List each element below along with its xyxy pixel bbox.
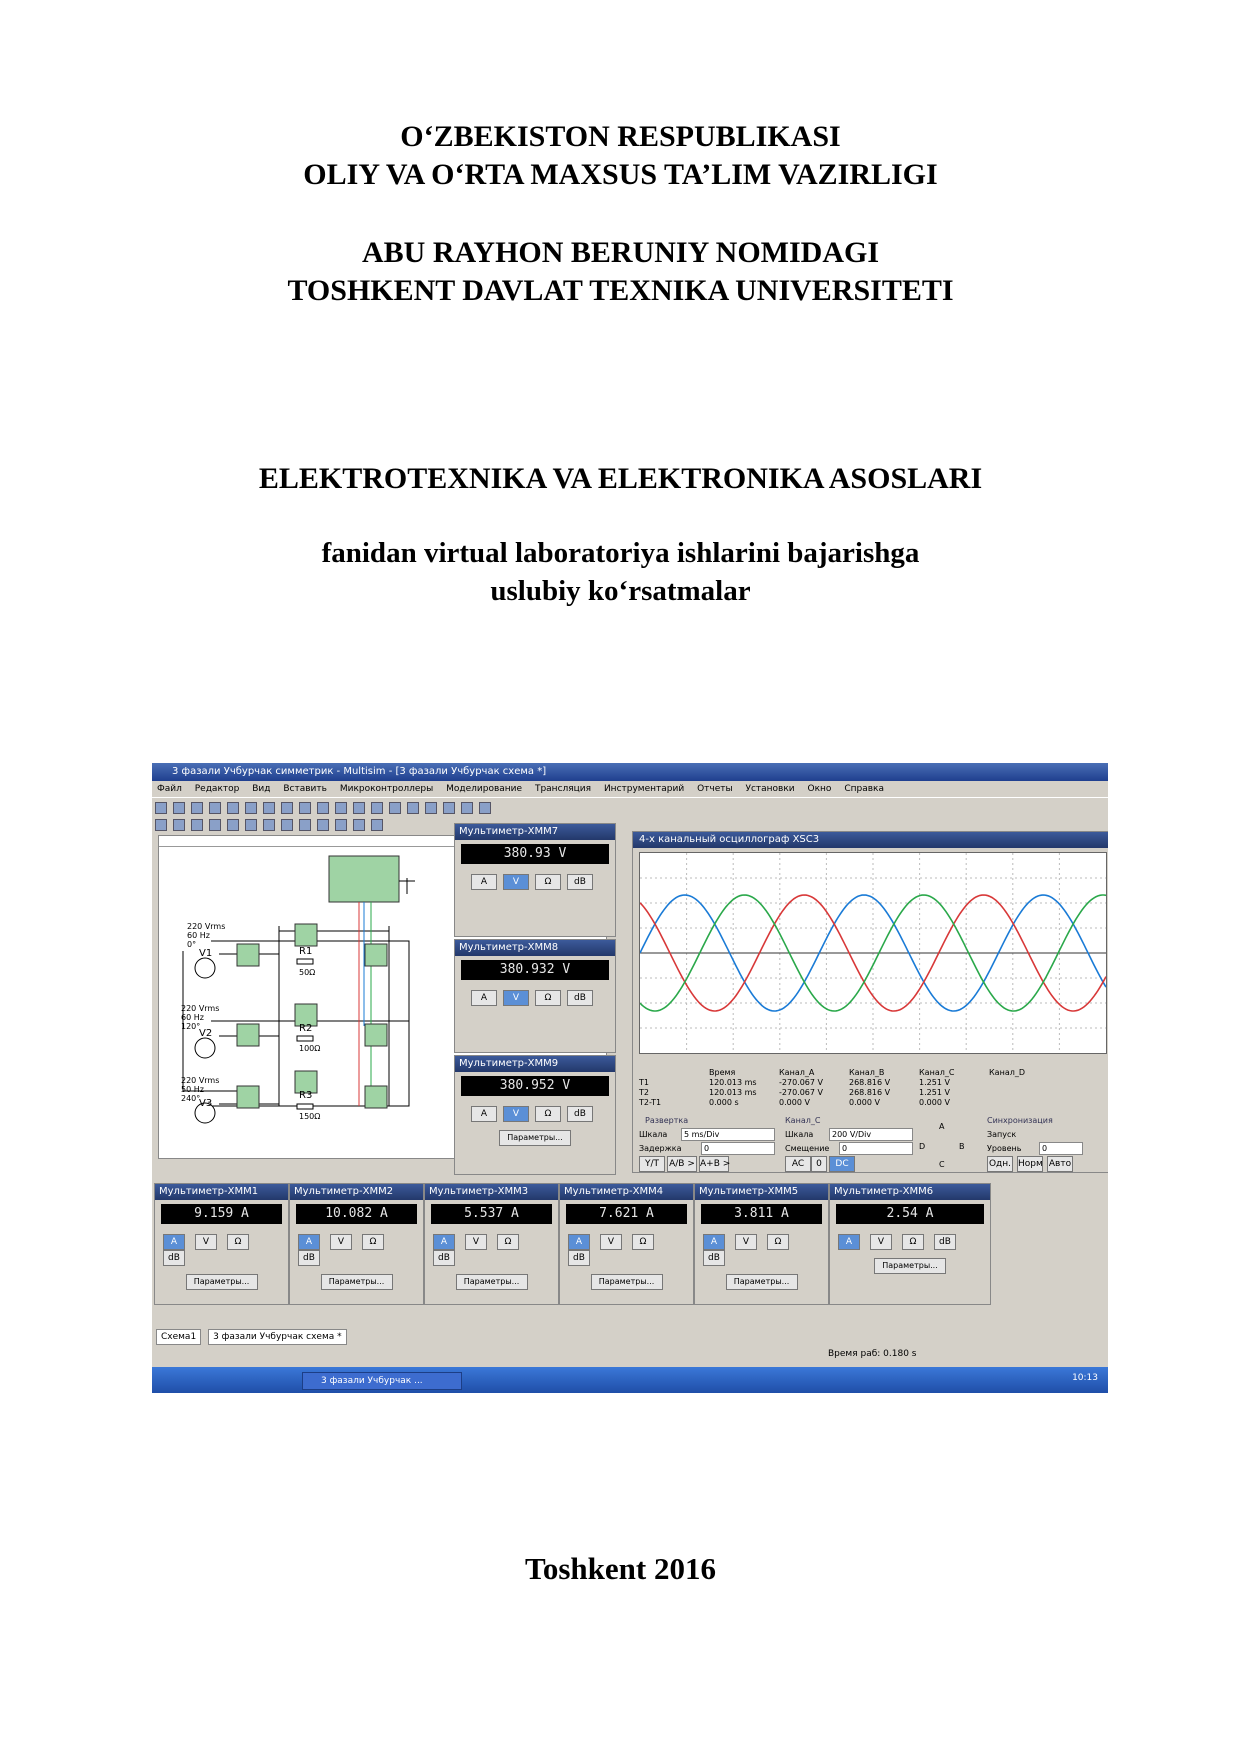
- timebase-scale-field[interactable]: 5 ms/Div: [681, 1128, 775, 1141]
- volts-button[interactable]: V: [600, 1234, 622, 1250]
- meter-display: 380.932 V: [461, 960, 609, 980]
- menu-bar: [152, 781, 1108, 797]
- readout-t1-c: 1.251 V: [919, 1078, 950, 1087]
- readout-diff-b: 0.000 V: [849, 1098, 880, 1107]
- resistor-r1-label: R1: [299, 946, 313, 957]
- volts-button[interactable]: V: [330, 1234, 352, 1250]
- parameters-button[interactable]: Параметры...: [591, 1274, 663, 1290]
- db-button[interactable]: dB: [567, 990, 593, 1006]
- meter-display: 3.811 A: [701, 1204, 822, 1224]
- menu-options[interactable]: Установки: [745, 784, 795, 794]
- source-v1-params: 220 Vrms 60 Hz 0°: [187, 922, 226, 949]
- db-button[interactable]: dB: [703, 1250, 725, 1266]
- oscilloscope-controls: [639, 1116, 1105, 1170]
- amps-button[interactable]: A: [163, 1234, 185, 1250]
- readout-t2-a: -270.067 V: [779, 1088, 823, 1097]
- channel-knob-b: B: [959, 1142, 965, 1151]
- document-tabs: [152, 1329, 1108, 1343]
- oscilloscope-xsc3[interactable]: [632, 831, 1108, 1173]
- simulation-time: Время раб: 0.180 s: [828, 1349, 917, 1359]
- amps-button[interactable]: A: [433, 1234, 455, 1250]
- zoom-in-icon[interactable]: [353, 802, 365, 814]
- source-v2-label: V2: [199, 1028, 213, 1039]
- print-icon[interactable]: [209, 802, 221, 814]
- trigger-label: Запуск: [987, 1130, 1017, 1139]
- meter-title: Мультиметр-XMM9: [455, 1056, 615, 1072]
- offset-label: Смещение: [785, 1144, 830, 1153]
- channel-knob-a: A: [939, 1122, 945, 1131]
- oscilloscope-screen: [639, 852, 1107, 1054]
- parameters-button[interactable]: Параметры...: [186, 1274, 258, 1290]
- ohms-button[interactable]: Ω: [362, 1234, 384, 1250]
- offset-field[interactable]: 0: [839, 1142, 913, 1155]
- channel-knob-c: C: [939, 1160, 945, 1169]
- rf-icon[interactable]: [353, 819, 365, 831]
- meter-display: 380.93 V: [461, 844, 609, 864]
- zoom-area-icon[interactable]: [389, 802, 401, 814]
- parameters-button[interactable]: Параметры...: [456, 1274, 528, 1290]
- subtitle-line-2: uslubiy ko‘rsatmalar: [490, 575, 751, 607]
- source-icon[interactable]: [155, 819, 167, 831]
- amps-button[interactable]: A: [703, 1234, 725, 1250]
- oscilloscope-title: 4-х канальный осциллограф XSC3: [633, 832, 1108, 848]
- menu-reports[interactable]: Отчеты: [697, 784, 733, 794]
- resistor-r3-label: R3: [299, 1090, 313, 1101]
- power-icon[interactable]: [317, 819, 329, 831]
- readout-t1-time: 120.013 ms: [709, 1078, 757, 1087]
- readout-diff-c: 0.000 V: [919, 1098, 950, 1107]
- cut-icon[interactable]: [245, 802, 257, 814]
- taskbar-clock: 10:13: [1072, 1373, 1098, 1383]
- resistor-r1-value: 50Ω: [299, 968, 316, 977]
- menu-tools[interactable]: Инструментарий: [603, 784, 685, 794]
- antenna-icon[interactable]: [371, 819, 383, 831]
- sync-label: Синхронизация: [987, 1116, 1053, 1125]
- channel-c-label: Канал_C: [785, 1116, 821, 1125]
- readout-header-time: Время: [709, 1068, 736, 1077]
- spreadsheet-icon[interactable]: [461, 802, 473, 814]
- delay-label: Задержка: [639, 1144, 682, 1153]
- readout-t1-b: 268.816 V: [849, 1078, 891, 1087]
- channel-scale-field[interactable]: 200 V/Div: [829, 1128, 913, 1141]
- meter-display: 5.537 A: [431, 1204, 552, 1224]
- meter-title: Мультиметр-XMM2: [290, 1184, 423, 1200]
- menu-window[interactable]: Окно: [807, 784, 832, 794]
- ohms-button[interactable]: Ω: [227, 1234, 249, 1250]
- save-icon[interactable]: [191, 802, 203, 814]
- amps-button[interactable]: A: [298, 1234, 320, 1250]
- readout-t2-time: 120.013 ms: [709, 1088, 757, 1097]
- place-year: Toshkent 2016: [525, 1551, 716, 1586]
- resistor-r2-value: 100Ω: [299, 1044, 321, 1053]
- zoom-out-icon[interactable]: [371, 802, 383, 814]
- status-bar: [152, 1345, 1108, 1363]
- ministry-header: [0, 118, 1241, 194]
- header-line-2: OLIY VA O‘RTA MAXSUS TA’LIM VAZIRLIGI: [303, 158, 938, 191]
- readout-header-c: Канал_C: [919, 1068, 955, 1077]
- multimeter-xmm6[interactable]: [829, 1183, 991, 1305]
- dc-button[interactable]: DC: [829, 1156, 855, 1172]
- zero-button[interactable]: 0: [811, 1156, 827, 1172]
- menu-help[interactable]: Справка: [844, 784, 884, 794]
- ohms-button[interactable]: Ω: [767, 1234, 789, 1250]
- parameters-button[interactable]: Параметры...: [499, 1130, 571, 1146]
- resistor-r2-label: R2: [299, 1023, 313, 1034]
- misc-icon[interactable]: [335, 819, 347, 831]
- resistor-r3-value: 150Ω: [299, 1112, 321, 1121]
- parameters-button[interactable]: Параметры...: [874, 1258, 946, 1274]
- meter-title: Мультиметр-XMM4: [560, 1184, 693, 1200]
- menu-simulate[interactable]: Моделирование: [446, 784, 523, 794]
- cmos-icon[interactable]: [263, 819, 275, 831]
- multimeter-xmm1[interactable]: [154, 1183, 289, 1305]
- source-v1-label: V1: [199, 948, 213, 959]
- source-v2-params: 220 Vrms 60 Hz 120°: [181, 1004, 220, 1031]
- indicator-icon[interactable]: [299, 819, 311, 831]
- window-title: 3 фазали Учбурчак симметрик - Multisim - [3 фазали Учбурчак схема *]: [172, 766, 547, 777]
- volts-button[interactable]: V: [870, 1234, 892, 1250]
- meter-title: Мультиметр-XMM1: [155, 1184, 288, 1200]
- sweep-label: Развертка: [645, 1116, 689, 1125]
- menu-mcu[interactable]: Микроконтроллеры: [339, 784, 434, 794]
- readout-diff-label: T2-T1: [639, 1098, 662, 1107]
- amps-button[interactable]: A: [471, 990, 497, 1006]
- basic-icon[interactable]: [173, 819, 185, 831]
- amps-button[interactable]: A: [471, 1106, 497, 1122]
- multisim-screenshot: [152, 763, 1108, 1393]
- university-header: [0, 234, 1241, 310]
- meter-display: 10.082 A: [296, 1204, 417, 1224]
- parameters-button[interactable]: Параметры...: [321, 1274, 393, 1290]
- multimeter-xmm7[interactable]: [454, 823, 616, 937]
- meter-display: 9.159 A: [161, 1204, 282, 1224]
- amps-button[interactable]: A: [471, 874, 497, 890]
- multimeter-xmm4[interactable]: [559, 1183, 694, 1305]
- db-button[interactable]: dB: [433, 1250, 455, 1266]
- level-label: Уровень: [987, 1144, 1022, 1153]
- redo-icon[interactable]: [317, 802, 329, 814]
- analog-icon[interactable]: [227, 819, 239, 831]
- db-button[interactable]: dB: [298, 1250, 320, 1266]
- volts-button[interactable]: V: [195, 1234, 217, 1250]
- amps-button[interactable]: A: [568, 1234, 590, 1250]
- volts-button[interactable]: V: [503, 874, 529, 890]
- menu-file[interactable]: Файл: [157, 784, 182, 794]
- readout-header-b: Канал_B: [849, 1068, 885, 1077]
- subtitle: [0, 534, 1241, 610]
- multimeter-xmm5[interactable]: [694, 1183, 829, 1305]
- mixed-icon[interactable]: [281, 819, 293, 831]
- readout-t1-a: -270.067 V: [779, 1078, 823, 1087]
- readout-diff-time: 0.000 s: [709, 1098, 739, 1107]
- tab-triangle-schema[interactable]: 3 фазали Учбурчак схема *: [208, 1329, 347, 1345]
- db-button[interactable]: dB: [568, 1250, 590, 1266]
- readout-t2-label: T2: [639, 1088, 649, 1097]
- amps-button[interactable]: A: [838, 1234, 860, 1250]
- ohms-button[interactable]: Ω: [902, 1234, 924, 1250]
- meter-display: 380.952 V: [461, 1076, 609, 1096]
- readout-t2-c: 1.251 V: [919, 1088, 950, 1097]
- ac-button[interactable]: AC: [785, 1156, 811, 1172]
- readout-header-a: Канал_A: [779, 1068, 815, 1077]
- delay-field[interactable]: 0: [701, 1142, 775, 1155]
- undo-icon[interactable]: [299, 802, 311, 814]
- scale-label: Шкала: [639, 1130, 668, 1139]
- level-field[interactable]: 0: [1039, 1142, 1083, 1155]
- open-icon[interactable]: [173, 802, 185, 814]
- ohms-button[interactable]: Ω: [535, 1106, 561, 1122]
- main-toolbar: [152, 797, 1108, 816]
- readout-header-d: Канал_D: [989, 1068, 1025, 1077]
- ohms-button[interactable]: Ω: [632, 1234, 654, 1250]
- normal-button[interactable]: Норм: [1017, 1156, 1043, 1172]
- multimeter-xmm2[interactable]: [289, 1183, 424, 1305]
- grapher-icon[interactable]: [443, 802, 455, 814]
- oscilloscope-waveforms: [640, 853, 1106, 1053]
- db-button[interactable]: dB: [163, 1250, 185, 1266]
- diode-icon[interactable]: [191, 819, 203, 831]
- ohms-button[interactable]: Ω: [497, 1234, 519, 1250]
- meter-title: Мультиметр-XMM5: [695, 1184, 828, 1200]
- meter-display: 2.54 A: [836, 1204, 984, 1224]
- new-icon[interactable]: [155, 802, 167, 814]
- meter-title: Мультиметр-XMM8: [455, 940, 615, 956]
- paste-icon[interactable]: [281, 802, 293, 814]
- db-button[interactable]: dB: [934, 1234, 956, 1250]
- copy-icon[interactable]: [263, 802, 275, 814]
- readout-t1-label: T1: [639, 1078, 649, 1087]
- channel-knob-d: D: [919, 1142, 926, 1151]
- print-preview-icon[interactable]: [227, 802, 239, 814]
- menu-edit[interactable]: Редактор: [194, 784, 240, 794]
- readout-diff-a: 0.000 V: [779, 1098, 810, 1107]
- yt-button[interactable]: Y/T: [639, 1156, 665, 1172]
- source-v3-label: V3: [199, 1098, 213, 1109]
- tab-schema1[interactable]: Схема1: [156, 1329, 201, 1345]
- menu-transfer[interactable]: Трансляция: [534, 784, 592, 794]
- subtitle-line-1: fanidan virtual laboratoriya ishlarini bajarishga: [321, 537, 920, 569]
- database-icon[interactable]: [479, 802, 491, 814]
- readout-t2-b: 268.816 V: [849, 1088, 891, 1097]
- volts-button[interactable]: V: [465, 1234, 487, 1250]
- parameters-button[interactable]: Параметры...: [726, 1274, 798, 1290]
- window-titlebar: [152, 763, 1108, 781]
- menu-insert[interactable]: Вставить: [283, 784, 327, 794]
- channel-scale-label: Шкала: [785, 1130, 814, 1139]
- volts-button[interactable]: V: [503, 1106, 529, 1122]
- meter-title: Мультиметр-XMM7: [455, 824, 615, 840]
- source-v3-params: 220 Vrms 50 Hz 240°: [181, 1076, 220, 1103]
- db-button[interactable]: dB: [567, 874, 593, 890]
- a-plus-b-button[interactable]: A+B >: [699, 1156, 729, 1172]
- taskbar-item-multisim[interactable]: 3 фазали Учбурчак ...: [302, 1372, 462, 1390]
- auto-button[interactable]: Авто: [1047, 1156, 1073, 1172]
- single-button[interactable]: Одн.: [987, 1156, 1013, 1172]
- header-line-4: TOSHKENT DAVLAT TEXNIKA UNIVERSITETI: [287, 274, 954, 307]
- search-icon[interactable]: [425, 802, 437, 814]
- ohms-button[interactable]: Ω: [535, 874, 561, 890]
- fullscreen-icon[interactable]: [335, 802, 347, 814]
- ttl-icon[interactable]: [245, 819, 257, 831]
- meter-display: 7.621 A: [566, 1204, 687, 1224]
- multimeter-xmm9[interactable]: [454, 1055, 616, 1175]
- transistor-icon[interactable]: [209, 819, 221, 831]
- header-line-1: O‘ZBEKISTON RESPUBLIKASI: [400, 120, 841, 153]
- zoom-fit-icon[interactable]: [407, 802, 419, 814]
- meter-title: Мультиметр-XMM3: [425, 1184, 558, 1200]
- multimeter-xmm8[interactable]: [454, 939, 616, 1053]
- meter-title: Мультиметр-XMM6: [830, 1184, 990, 1200]
- volts-button[interactable]: V: [503, 990, 529, 1006]
- db-button[interactable]: dB: [567, 1106, 593, 1122]
- course-title: ELEKTROTEXNIKA VA ELEKTRONIKA ASOSLARI: [258, 462, 983, 495]
- multimeter-xmm3[interactable]: [424, 1183, 559, 1305]
- volts-button[interactable]: V: [735, 1234, 757, 1250]
- header-line-3: ABU RAYHON BERUNIY NOMIDAGI: [362, 236, 879, 269]
- ohms-button[interactable]: Ω: [535, 990, 561, 1006]
- menu-view[interactable]: Вид: [252, 784, 271, 794]
- windows-taskbar: [152, 1367, 1108, 1393]
- ab-button[interactable]: A/B >: [667, 1156, 697, 1172]
